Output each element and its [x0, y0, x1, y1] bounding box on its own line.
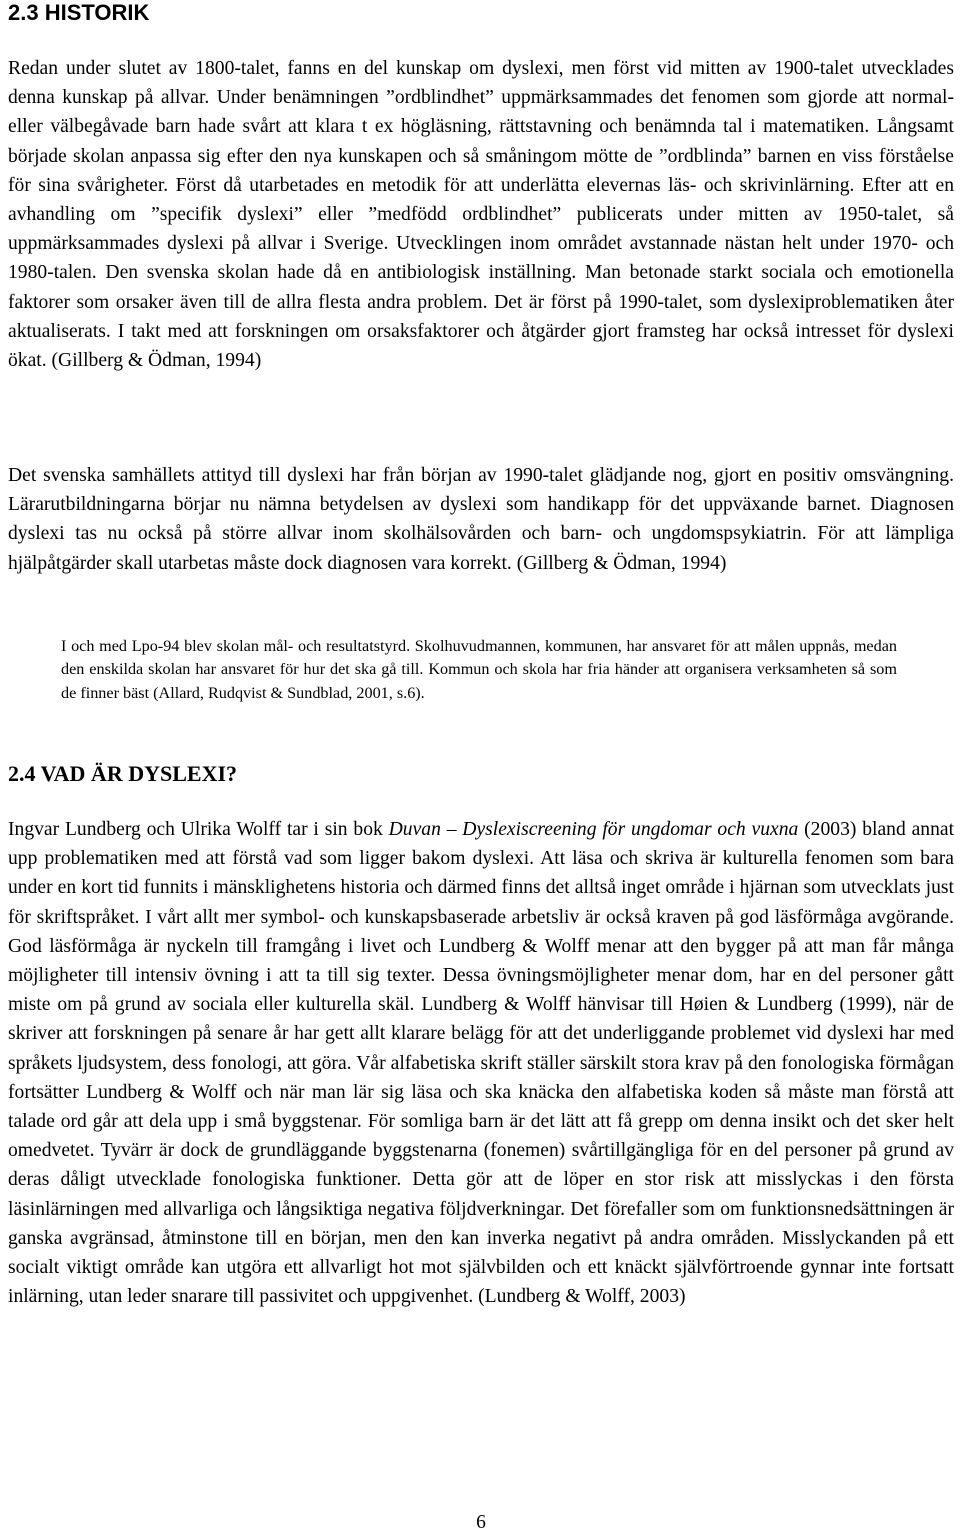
paragraph-historik-1: Redan under slutet av 1800-talet, fanns en del kunskap om dyslexi, men först vid mitten av 1900-talet utvecklades denna kunskap på allvar. Under benämningen ”ordblindhet” uppmärksammades det fenomen som gjorde att normal- eller välbegåvade barn hade svårt att klara t ex högläsning, rättstavning och benämnda tal i matematiken. Långsamt började skolan anpassa sig efter den nya kunskapen och så småningom mötte de ”ordblinda” barnen en viss förståelse för sina svårigheter. Först då utarbetades en metodik för att underlätta elevernas läs- och skrivinlärning. Efter att en avhandling om ”specifik dyslexi” eller ”medfödd ordblindhet” publicerats under mitten av 1950-talet, så uppmärksammades dyslexi på allvar i Sverige. Utvecklingen inom området avstannade nästan helt under 1970- och 1980-talen. Den svenska skolan hade då en antibiologisk inställning. Man betonade starkt sociala och emotionella faktorer som orsaker även till de allra flesta andra problem. Det är först på 1990-talet, som dyslexiproblematiken åter aktualiserats. I takt med att forskningen om orsaksfaktorer och åtgärder gjort framsteg har också intresset för dyslexi ökat. (Gillberg & Ödman, 1994) — [8, 58, 954, 372]
paragraph-vad-ar-dyslexi — [8, 815, 954, 1311]
paragraph-historik-2: Det svenska samhällets attityd till dyslexi har från början av 1990-talet glädjande nog, gjort en positiv omsvängning. Lärarutbildningarna börjar nu nämna betydelsen av dyslexi som handikapp för det uppväxande barnet. Diagnosen dyslexi tas nu också på större allvar inom skolhälsovården och barn- och ungdomspsykiatrin. För att lämpliga hjälpåtgärder skall utarbetas måste dock diagnosen vara korrekt. (Gillberg & Ödman, 1994) — [8, 465, 954, 574]
section-heading-vad-ar-dyslexi: 2.4 VAD ÄR DYSLEXI? — [8, 761, 238, 786]
paragraph-lead-text: Ingvar Lundberg och Ulrika Wolff tar i sin bok — [8, 819, 389, 840]
page-number: 6 — [476, 1512, 486, 1533]
block-quote: I och med Lpo-94 blev skolan mål- och resultatstyrd. Skolhuvudmannen, kommunen, har ansvaret för att målen uppnås, medan den enskilda skolan har ansvaret för hur det ska gå till. Kommun och skola har fria händer att organisera verksamheten så som de finner bäst (Allard, Rudqvist & Sundblad, 2001, s.6). — [61, 637, 897, 702]
book-title: Duvan – Dyslexiscreening för ungdomar och vuxna — [388, 819, 799, 840]
section-heading-historik: 2.3 HISTORIK — [8, 0, 150, 25]
paragraph-body-text: (2003) bland annat upp problematiken med att förstå vad som ligger bakom dyslexi. Att läsa och skriva är kulturella fenomen som bara under en kort tid funnits i mänsklighetens historia och därmed finns det alltså inget område i hjärnan som utvecklats just för skriftspråket. I vårt allt mer symbol- och kunskapsbaserade arbetsliv är också kraven på god läsförmåga avgörande. God läsförmåga är nyckeln till framgång i livet och Lundberg & Wolff menar att den bygger på att man får många möjligheter till intensiv övning i att ta till sig texter. Dessa övningsmöjligheter menar dom, har en del personer gått miste om på grund av sociala eller kulturella skäl. Lundberg & Wolff hänvisar till Høien & Lundberg (1999), när de skriver att forskningen på senare år har gett allt klarare belägg för att det underliggande problemet vid dyslexi har med språkets ljudsystem, dess fonologi, att göra. Vår alfabetiska skrift ställer särskilt stora krav på den fonologiska förmågan fortsätter Lundberg & Wolff och när man lär sig läsa och ska knäcka den alfabetiska koden så måste man förstå att talade ord går att dela upp i små byggstenar. För somliga barn är det lätt att få grepp om denna insikt och det sker helt omedvetet. Tyvärr är dock de grundläggande byggstenarna (fonemen) svårtillgängliga för en del personer på grund av deras dåligt utvecklade fonologiska funktioner. Detta gör att de löper en stor risk att misslyckas i den första läsinlärningen med allvarliga och långsiktiga negativa följdverkningar. Det förefaller som om funktionsnedsättningen är ganska avgränsad, åtminstone till en början, men den kan inverka negativt på andra områden. Misslyckanden på ett socialt viktigt område kan utgöra ett allvarligt hot mot självbilden och ett knäckt självförtroende gynnar inte fortsatt inlärning, utan leder snarare till passivitet och uppgivenhet. (Lundberg & Wolff, 2003) — [8, 819, 955, 1308]
